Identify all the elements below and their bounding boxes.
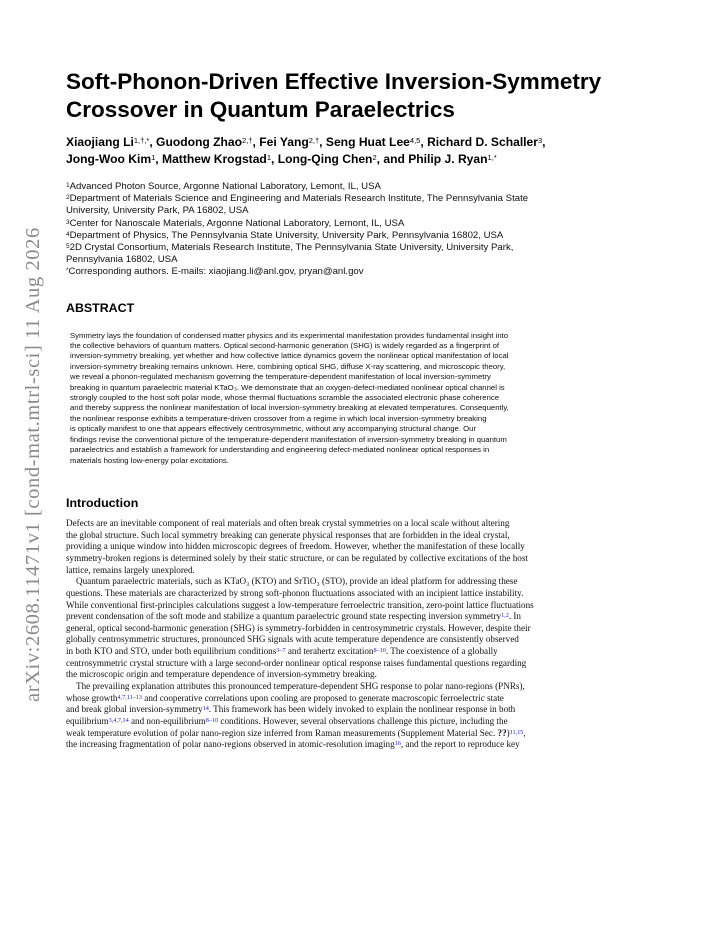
intro-paragraph-2: Quantum paraelectric materials, such as KTaO₃ (KTO) and SrTiO₃ (STO), provide an ideal platform for addressing these questions. These materials are characterized by strong soft-phonon fluctuations associated with an incipient lattice instability. While conventional first-principles calculations suggest a low-temperature ferroelectric transition, zero-point lattice fluctuations prevent condensation of the soft mode and stabilize a quantum paraelectric ground state respecting inversion symmetry$^{1,2}$. In general, optical second-harmonic generation (SHG) is symmetry-forbidden in centrosymmetric crystals. However, despite their globally centrosymmetric structures, pronounced SHG signals with acute temperature dependence are consistently observed in both KTO and STO, under both equilibrium conditions$^{3-7}$ and terahertz excitation$^{8-10}$. The coexistence of a globally centrosymmetric crystal structure with a large second-order nonlinear optical response raises fundamental questions regarding the microscopic origin and temperature dependence of inversion-symmetry breaking. bbox=[66, 576, 534, 680]
abstract-body bbox=[66, 331, 656, 466]
abstract-line: the collective behaviors of quantum matters. Optical second-harmonic generation (SHG) is widely regarded as a fingerprint of bbox=[70, 341, 500, 351]
abstract-line: breaking in quantum paraelectric material KTaO₃. We demonstrate that an oxygen-defect-mediated nonlinear optical channel is bbox=[70, 382, 505, 392]
author: Fei Yang$^{2,\dagger}$, bbox=[259, 135, 326, 149]
citation-link[interactable]: 1,2 bbox=[501, 612, 509, 620]
citation-link[interactable]: 8–10 bbox=[205, 717, 219, 725]
abstract-line: and thereby suppress the nonlinear manifestation of local inversion-symmetry breaking at elevated temperatures. Consequently, bbox=[70, 403, 509, 413]
affiliation-item: $^5$2D Crystal Consortium, Materials Research Institute, The Pennsylvania State University, University Park, Pennsylvania 16802, USA bbox=[66, 242, 514, 266]
abstract-line: is optically manifest to one that appears effectively centrosymmetric, without any accompanying structural change. Our bbox=[70, 424, 477, 434]
abstract-line: we reveal a phonon-regulated mechanism governing the temperature-dependent manifestation of local inversion-symmetry bbox=[70, 372, 491, 382]
broken-reference-marker: ?? bbox=[497, 727, 507, 738]
author: Xiaojiang $Li^{1,\dagger,*}$, bbox=[66, 135, 157, 149]
abstract-line: paraelectrics and establish a framework for understanding and engineering defect-mediated nonlinear optical responses in bbox=[70, 445, 490, 455]
abstract-line: inversion-symmetry breaking remains unknown. Here, combining optical SHG, diffuse X-ray scattering, and microscopic theory, bbox=[70, 361, 506, 371]
affiliation-item: $^3$Center for Nanoscale Materials, Argonne National Laboratory, Lemont, IL, USA bbox=[66, 217, 405, 229]
introduction-heading: Introduction bbox=[66, 495, 139, 510]
citation-link[interactable]: 4,7,11–13 bbox=[117, 693, 142, 701]
abstract-line: Symmetry lays the foundation of condensed matter physics and its experimental manifestation provides fundamental insight into bbox=[70, 330, 509, 340]
intro-paragraph-3: The prevailing explanation attributes this pronounced temperature-dependent SHG response to polar nano-regions (PNRs), whose growth$^{4,7,11-13}$ and cooperative correlations upon cooling are proposed to generate macroscopic ferroelectric state and break global inversion-symmetry$^{14}$. This framework has been widely invoked to explain the nonlinear response in both equilibrium$^{3,4,7,14}$ and non-equilibrium$^{8-10}$ conditions. However, several observations challenge this picture, including the weak temperature evolution of polar nano-region size inferred from Raman measurements (Supplement Material Sec. ??)$^{11,15}$, the increasing fragmentation of polar nano-regions observed in atomic-resolution imaging$^{16}$, and the report to reproduce key bbox=[66, 681, 526, 750]
citation-link[interactable]: 14 bbox=[202, 705, 209, 713]
intro-paragraph-1: Defects are an inevitable component of real materials and often break crystal symmetries on a local scale without altering the global structure. Such local symmetry breaking can generate physical responses that are forbidden in the ideal crystal, providing a unique window into hidden microscopic degrees of freedom. However, whether the manifestation of these locally symmetry-broken regions is determined solely by their static structure, or can be regulated by collective excitations of the host lattice, remains largely unexplored. bbox=[66, 517, 528, 575]
affiliation-item: $^4$Department of Physics, The Pennsylvania State University, University Park, Pennsylvania 16802, USA bbox=[66, 229, 504, 241]
abstract-line: strongly coupled to the host soft polar mode, whose thermal fluctuations scramble the associated electronic phase coherence bbox=[70, 393, 500, 403]
paper-title bbox=[66, 68, 656, 124]
abstract-line: the nonlinear response exhibits a temperature-driven crossover from a regime in which local inversion-symmetry breaking bbox=[70, 413, 487, 423]
author-line-1 bbox=[66, 134, 656, 151]
title-line-1: Soft-Phonon-Driven Effective Inversion-Symmetry bbox=[66, 69, 602, 94]
author: Philip J. Ryan$^{1,*}$ bbox=[408, 152, 497, 166]
affiliation-list bbox=[66, 181, 656, 279]
title-line-2: Crossover in Quantum Paraelectrics bbox=[66, 97, 455, 122]
citation-link[interactable]: 3,4,7,14 bbox=[108, 717, 129, 725]
abstract-line: findings revise the conventional picture of the temperature-dependent manifestation of inversion-symmetry breaking in quantum bbox=[70, 434, 507, 444]
citation-link[interactable]: 11,15 bbox=[509, 728, 524, 736]
author: Guodong Zhao$^{2,\dagger}$, bbox=[156, 135, 260, 149]
abstract-line: inversion-symmetry breaking, yet whether and how collective lattice dynamics govern the nonlinear optical manifestation of local bbox=[70, 351, 509, 361]
author-list bbox=[66, 134, 656, 168]
author: Long-Qing Chen$^2$, and bbox=[277, 152, 409, 166]
author: Matthew Krogstad$^1$, bbox=[162, 152, 278, 166]
author: Richard D. Schaller$^3$, bbox=[427, 135, 546, 149]
author: Seng Huat Lee$^{4,5}$, bbox=[325, 135, 428, 149]
abstract-heading: ABSTRACT bbox=[66, 300, 135, 315]
affiliation-item: $^1$Advanced Photon Source, Argonne National Laboratory, Lemont, IL, USA bbox=[66, 181, 381, 192]
author-line-2 bbox=[66, 151, 656, 168]
introduction-body bbox=[66, 518, 656, 751]
citation-link[interactable]: 3–7 bbox=[276, 647, 286, 655]
arxiv-identifier-stamp: arXiv:2608.11471v1 [cond-mat.mtrl-sci] 11 Aug 2026 bbox=[22, 227, 44, 702]
author: Jong-Woo Kim$^1$, bbox=[66, 152, 162, 166]
affiliation-item: $^2$Department of Materials Science and Engineering and Materials Research Institute, The Pennsylvania State University, University Park, PA 16802, USA bbox=[66, 193, 529, 217]
citation-link[interactable]: 8–10 bbox=[373, 647, 386, 655]
corresponding-author-note: *Corresponding authors. E-mails: xiaojiang.li@anl.gov, pryan@anl.gov bbox=[66, 266, 364, 278]
citation-link[interactable]: 16 bbox=[394, 740, 401, 748]
paper-page bbox=[66, 68, 656, 751]
abstract-line: materials hosting low-energy polar excitations. bbox=[70, 455, 229, 465]
